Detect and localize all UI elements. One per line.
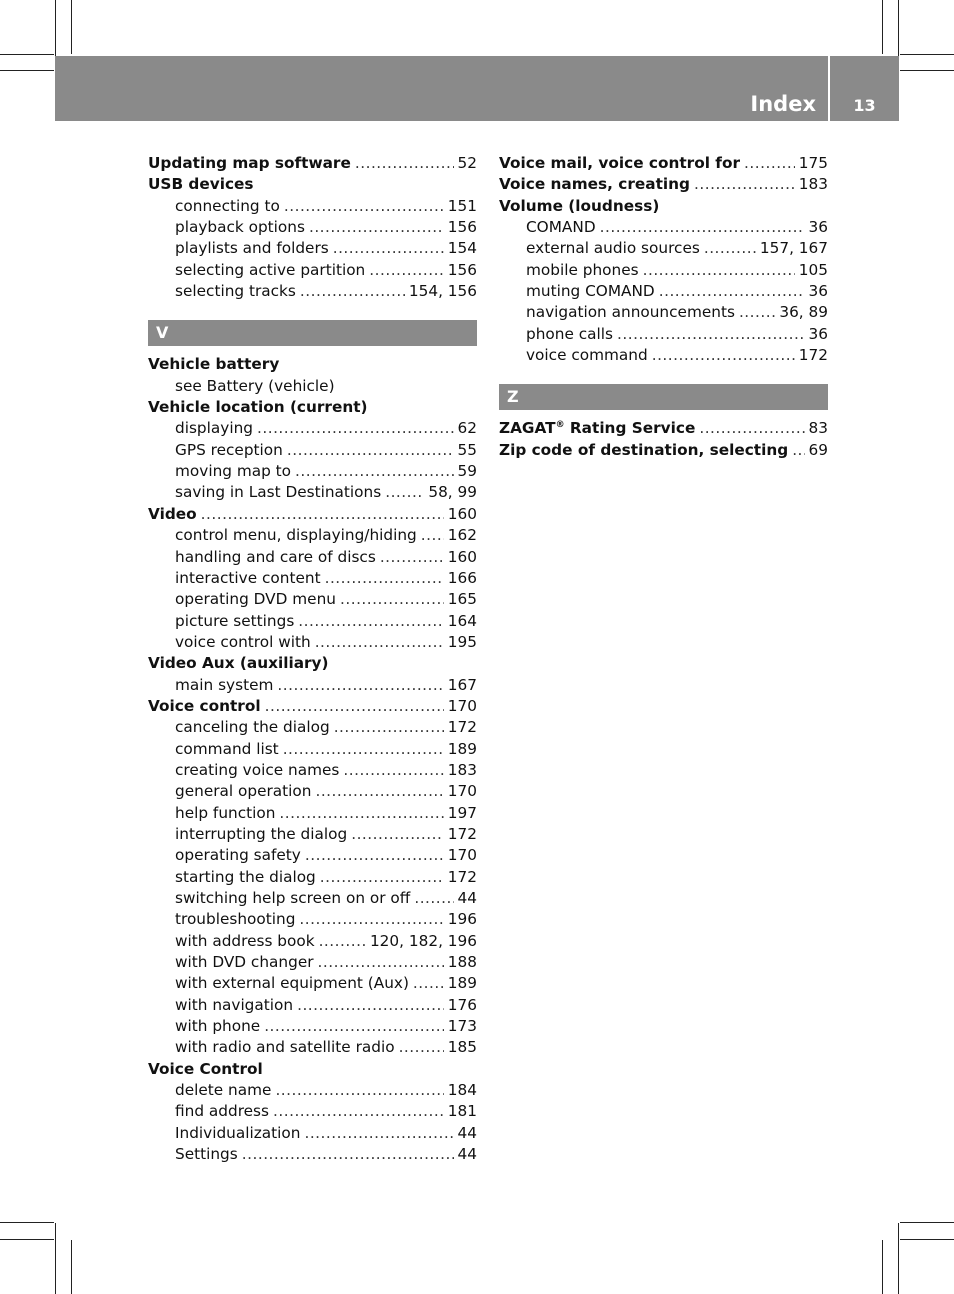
entry-term-text: Voice names, creating (499, 175, 690, 194)
entry-term-text: voice control with (175, 632, 311, 651)
index-entry (499, 418, 828, 439)
entry-term-text: connecting to (175, 196, 280, 215)
dot-leader (414, 888, 453, 909)
index-subentry (148, 238, 477, 259)
dot-leader (315, 632, 444, 653)
entry-term-text: USB devices (148, 175, 254, 194)
dot-leader (643, 260, 795, 281)
entry-term (526, 281, 655, 302)
entry-pages: 44 (457, 1123, 477, 1142)
index-subentry (148, 1123, 477, 1144)
dot-leader (318, 952, 444, 973)
index-subentry (148, 803, 477, 824)
entry-pages: 105 (798, 260, 828, 279)
entry-pages: 181 (447, 1102, 477, 1121)
dot-leader (334, 717, 444, 738)
entry-pages: 170 (447, 782, 477, 801)
entry-pages: 36 (808, 282, 828, 301)
entry-list (148, 354, 477, 1165)
entry-term (526, 345, 648, 366)
index-subentry (148, 1080, 477, 1101)
entry-term (175, 568, 321, 589)
entry-term (175, 675, 273, 696)
dot-leader (295, 461, 453, 482)
dot-leader (659, 281, 805, 302)
entry-term-text: main system (175, 675, 274, 694)
entry-term-text: displaying (175, 419, 253, 438)
index-subentry (148, 611, 477, 632)
index-entry (148, 696, 477, 717)
crop-mark (882, 0, 883, 54)
index-column-left (148, 153, 477, 1165)
index-subentry (499, 345, 828, 366)
index-subentry (499, 302, 828, 323)
entry-term (175, 1037, 395, 1058)
dot-leader (694, 174, 795, 195)
crop-mark (71, 0, 72, 54)
entry-pages: 157, 167 (759, 239, 828, 258)
index-subentry (148, 1016, 477, 1037)
dot-leader (600, 217, 805, 238)
entry-term-text: Vehicle location (current) (148, 398, 368, 417)
entry-term-text: starting the dialog (175, 867, 316, 886)
entry-pages: 172 (447, 824, 477, 843)
entry-pages: 197 (447, 803, 477, 822)
index-subentry (148, 995, 477, 1016)
header-bar (55, 56, 828, 121)
dot-leader (399, 1037, 444, 1058)
entry-term (175, 281, 296, 302)
entry-term-text: Vehicle battery (148, 355, 280, 374)
dot-leader (351, 824, 444, 845)
entry-pages: 156 (447, 260, 477, 279)
crop-mark (900, 1222, 954, 1223)
index-subentry (148, 781, 477, 802)
entry-pages: 184 (447, 1081, 477, 1100)
index-entry (148, 397, 477, 418)
index-subentry (148, 824, 477, 845)
index-subentry (148, 717, 477, 738)
dot-leader (343, 760, 443, 781)
index-subentry (499, 324, 828, 345)
entry-term-text: command list (175, 739, 279, 758)
index-subentry (499, 238, 828, 259)
entry-term-text: with external equipment (Aux) (175, 974, 409, 993)
entry-term-text: mobile phones (526, 260, 639, 279)
entry-term (175, 739, 279, 760)
entry-pages: 44 (457, 1145, 477, 1164)
dot-leader (309, 217, 444, 238)
dot-leader (333, 238, 444, 259)
dot-leader (744, 153, 795, 174)
dot-leader (300, 281, 405, 302)
entry-term (175, 547, 376, 568)
entry-pages: 36 (808, 218, 828, 237)
page-title: Index (750, 92, 816, 116)
index-subentry (148, 196, 477, 217)
entry-pages: 162 (447, 526, 477, 545)
section-letter-v: V (148, 320, 477, 346)
entry-term (175, 238, 329, 259)
index-subentry (148, 260, 477, 281)
entry-list (499, 418, 828, 461)
dot-leader (257, 418, 454, 439)
entry-pages: 170 (447, 696, 477, 715)
entry-pages: 83 (808, 419, 828, 438)
dot-leader (264, 1016, 444, 1037)
entry-term-text: canceling the dialog (175, 718, 330, 737)
dot-leader (265, 696, 444, 717)
entry-pages: 36 (808, 324, 828, 343)
entry-term-text: Updating map software (148, 154, 351, 172)
index-subentry (499, 260, 828, 281)
index-column-right (499, 153, 828, 461)
entry-pages: 173 (447, 1017, 477, 1036)
dot-leader (380, 547, 444, 568)
index-subentry (148, 675, 477, 696)
dot-leader (279, 803, 443, 824)
entry-pages: 154 (447, 239, 477, 258)
index-subentry (148, 461, 477, 482)
index-subentry (148, 568, 477, 589)
index-entry (499, 440, 828, 461)
entry-pages: 183 (798, 175, 828, 194)
page-number: 13 (853, 96, 876, 115)
entry-pages: 170 (447, 846, 477, 865)
entry-term (148, 174, 254, 195)
entry-pages: 59 (457, 462, 477, 481)
dot-leader (699, 418, 804, 439)
entry-pages: 185 (447, 1038, 477, 1057)
dot-leader (299, 909, 443, 930)
index-subentry (148, 909, 477, 930)
index-subentry (499, 281, 828, 302)
index-subentry (148, 952, 477, 973)
dot-leader (325, 568, 444, 589)
entry-term-text: with radio and satellite radio (175, 1038, 395, 1057)
index-subentry (148, 281, 477, 302)
entry-term-text: Voice control (148, 696, 261, 715)
entry-term (175, 717, 330, 738)
dot-leader (297, 995, 444, 1016)
entry-pages: 160 (447, 504, 477, 523)
index-subentry (148, 482, 477, 503)
entry-term (526, 324, 613, 345)
index-subentry (148, 1144, 477, 1165)
entry-term-text: handling and care of discs (175, 547, 376, 566)
crop-mark (0, 54, 54, 55)
index-entry (148, 653, 477, 674)
crop-mark (882, 1240, 883, 1294)
dot-leader (287, 440, 454, 461)
entry-term-text: external audio sources (526, 239, 700, 258)
entry-term (175, 1101, 269, 1122)
index-subentry (148, 760, 477, 781)
entry-term-text: operating DVD menu (175, 590, 336, 609)
entry-pages: 172 (447, 867, 477, 886)
index-subentry (148, 632, 477, 653)
entry-term-rest: Rating Service (564, 419, 696, 438)
entry-pages: 58, 99 (428, 483, 477, 502)
entry-term (175, 760, 339, 781)
entry-term-text: Individualization (175, 1123, 301, 1142)
entry-term (175, 995, 293, 1016)
crop-mark (898, 1223, 899, 1294)
index-subentry (148, 931, 477, 952)
dot-leader (298, 611, 444, 632)
entry-pages: 189 (447, 974, 477, 993)
entry-term-text: interrupting the dialog (175, 824, 348, 843)
entry-term (526, 302, 735, 323)
entry-pages: 55 (457, 440, 477, 459)
entry-term-text: playlists and folders (175, 239, 329, 258)
index-entry (148, 504, 477, 525)
entry-term (175, 888, 410, 909)
entry-term (175, 1123, 300, 1144)
entry-term (526, 260, 639, 281)
entry-term-text: Video (148, 504, 197, 523)
crop-mark (71, 1240, 72, 1294)
entry-term-text: creating voice names (175, 760, 340, 779)
dot-leader (283, 739, 444, 760)
dot-leader (792, 440, 804, 461)
dot-leader (201, 504, 444, 525)
index-subentry (148, 973, 477, 994)
entry-pages: 120, 182, 196 (369, 931, 477, 950)
entry-term (148, 354, 279, 375)
index-entry (148, 174, 477, 195)
entry-term-text: playback options (175, 218, 305, 237)
entry-term-text: muting COMAND (526, 282, 655, 301)
index-subentry (148, 418, 477, 439)
entry-term (175, 824, 347, 845)
entry-term (148, 153, 351, 174)
index-entry (148, 1059, 477, 1080)
entry-term-text: voice command (526, 346, 648, 365)
entry-term-text: Settings (175, 1145, 238, 1164)
crop-mark (0, 1239, 54, 1240)
entry-term-text: general operation (175, 782, 312, 801)
entry-pages: 166 (447, 568, 477, 587)
entry-term-text: with navigation (175, 995, 294, 1014)
index-entry (148, 153, 477, 174)
index-subentry (148, 376, 477, 397)
entry-pages: 167 (447, 675, 477, 694)
entry-term-text: see Battery (vehicle) (175, 376, 335, 395)
entry-pages: 165 (447, 590, 477, 609)
dot-leader (369, 260, 444, 281)
entry-term (499, 440, 788, 461)
entry-term-text: with phone (175, 1017, 261, 1036)
dot-leader (385, 482, 424, 503)
entry-term-text: Volume (loudness) (499, 196, 660, 215)
crop-mark (900, 54, 954, 55)
index-entry (499, 196, 828, 217)
dot-leader (320, 867, 444, 888)
dot-leader (421, 525, 444, 546)
dot-leader (277, 675, 443, 696)
entry-term (175, 867, 316, 888)
index-subentry (148, 525, 477, 546)
entry-pages: 154, 156 (408, 282, 477, 301)
entry-pages: 69 (808, 440, 828, 459)
dot-leader (739, 302, 775, 323)
entry-term (175, 196, 280, 217)
index-subentry (148, 547, 477, 568)
dot-leader (413, 973, 444, 994)
entry-term (175, 461, 291, 482)
dot-leader (242, 1144, 454, 1165)
entry-term (175, 418, 253, 439)
entry-term-text: with address book (175, 931, 315, 950)
entry-pages: 44 (457, 889, 477, 907)
page-number-box (830, 56, 899, 121)
entry-term (175, 1144, 238, 1165)
entry-term-text: find address (175, 1102, 269, 1121)
entry-pages: 156 (447, 218, 477, 237)
entry-term (148, 696, 261, 717)
index-subentry (148, 1101, 477, 1122)
entry-pages: 172 (798, 346, 828, 365)
dot-leader (284, 196, 444, 217)
dot-leader (305, 845, 444, 866)
entry-term (175, 1080, 271, 1101)
entry-term-text: picture settings (175, 611, 295, 630)
entry-term (175, 931, 315, 952)
entry-term-text: COMAND (526, 218, 596, 237)
entry-list (499, 153, 828, 366)
entry-pages: 195 (447, 632, 477, 651)
entry-term (175, 482, 381, 503)
index-subentry (148, 217, 477, 238)
entry-term (175, 260, 365, 281)
entry-pages: 164 (447, 611, 477, 630)
dot-leader (315, 781, 443, 802)
entry-term (499, 418, 695, 439)
entry-term-text: delete name (175, 1081, 272, 1100)
section-letter-z: Z (499, 384, 828, 410)
entry-pages: 183 (447, 760, 477, 779)
entry-term (499, 174, 690, 195)
index-subentry (148, 888, 477, 909)
entry-term (175, 845, 301, 866)
dot-leader (319, 931, 366, 952)
entry-term-text: Zip code of destination, selecting (499, 440, 789, 459)
entry-term-text: troubleshooting (175, 910, 296, 929)
entry-term (175, 909, 295, 930)
index-subentry (499, 217, 828, 238)
crop-mark (0, 1222, 54, 1223)
entry-term (526, 217, 596, 238)
entry-term (499, 196, 659, 217)
index-subentry (148, 1037, 477, 1058)
entry-term (148, 504, 197, 525)
entry-term-text: control menu, displaying/hiding (175, 526, 417, 545)
index-subentry (148, 739, 477, 760)
entry-pages: 52 (457, 154, 477, 172)
entry-term-text: with DVD changer (175, 953, 314, 972)
crop-mark (55, 1223, 56, 1294)
entry-pages: 176 (447, 995, 477, 1014)
dot-leader (617, 324, 805, 345)
entry-term (175, 973, 409, 994)
entry-term-text: GPS reception (175, 440, 283, 459)
entry-term-text: help function (175, 803, 276, 822)
dot-leader (340, 589, 444, 610)
entry-term (175, 525, 417, 546)
entry-pages: 189 (447, 739, 477, 758)
dot-leader (304, 1123, 453, 1144)
entry-term (175, 952, 314, 973)
dot-leader (704, 238, 756, 259)
index-entry (148, 354, 477, 375)
index-subentry (148, 867, 477, 888)
entry-term-text: selecting tracks (175, 282, 296, 301)
index-subentry (148, 845, 477, 866)
entry-term (175, 611, 294, 632)
entry-term-text: moving map to (175, 462, 292, 481)
index-entry (499, 153, 828, 174)
entry-term-text: saving in Last Destinations (175, 483, 382, 502)
entry-term-text: switching help screen on or off (175, 889, 411, 907)
entry-term (148, 397, 368, 418)
dot-leader (273, 1101, 444, 1122)
entry-term-text: phone calls (526, 324, 613, 343)
index-subentry (148, 440, 477, 461)
entry-pages: 175 (798, 154, 828, 172)
crop-mark (0, 70, 54, 71)
entry-pages: 188 (447, 953, 477, 972)
entry-pages: 62 (457, 419, 477, 438)
entry-term-text: ZAGAT (499, 419, 556, 438)
index-entry (499, 174, 828, 195)
entry-term (175, 1016, 260, 1037)
entry-term-text: Video Aux (auxiliary) (148, 654, 329, 673)
entry-term (175, 376, 335, 397)
entry-term-text: operating safety (175, 846, 301, 865)
entry-term (148, 653, 329, 674)
entry-term (175, 632, 311, 653)
entry-pages: 160 (447, 547, 477, 566)
crop-mark (900, 70, 954, 71)
entry-term-text: navigation announcements (526, 303, 735, 322)
entry-list (148, 153, 477, 302)
registered-mark: ® (555, 420, 565, 431)
entry-term-text: Voice mail, voice control for (499, 154, 741, 172)
entry-term (175, 217, 305, 238)
entry-term (175, 589, 336, 610)
entry-pages: 196 (447, 910, 477, 929)
dot-leader (652, 345, 795, 366)
entry-term-text: Voice Control (148, 1059, 263, 1078)
entry-term (175, 781, 311, 802)
entry-term (526, 238, 700, 259)
entry-term-text: selecting active partition (175, 260, 366, 279)
entry-term-text: interactive content (175, 568, 321, 587)
entry-term (148, 1059, 263, 1080)
dot-leader (355, 153, 454, 174)
entry-term (499, 153, 740, 174)
entry-term (175, 440, 283, 461)
entry-pages: 151 (447, 196, 477, 215)
index-subentry (148, 589, 477, 610)
crop-mark (900, 1239, 954, 1240)
entry-pages: 36, 89 (779, 303, 828, 322)
dot-leader (275, 1080, 443, 1101)
entry-pages: 172 (447, 718, 477, 737)
entry-term (175, 803, 275, 824)
